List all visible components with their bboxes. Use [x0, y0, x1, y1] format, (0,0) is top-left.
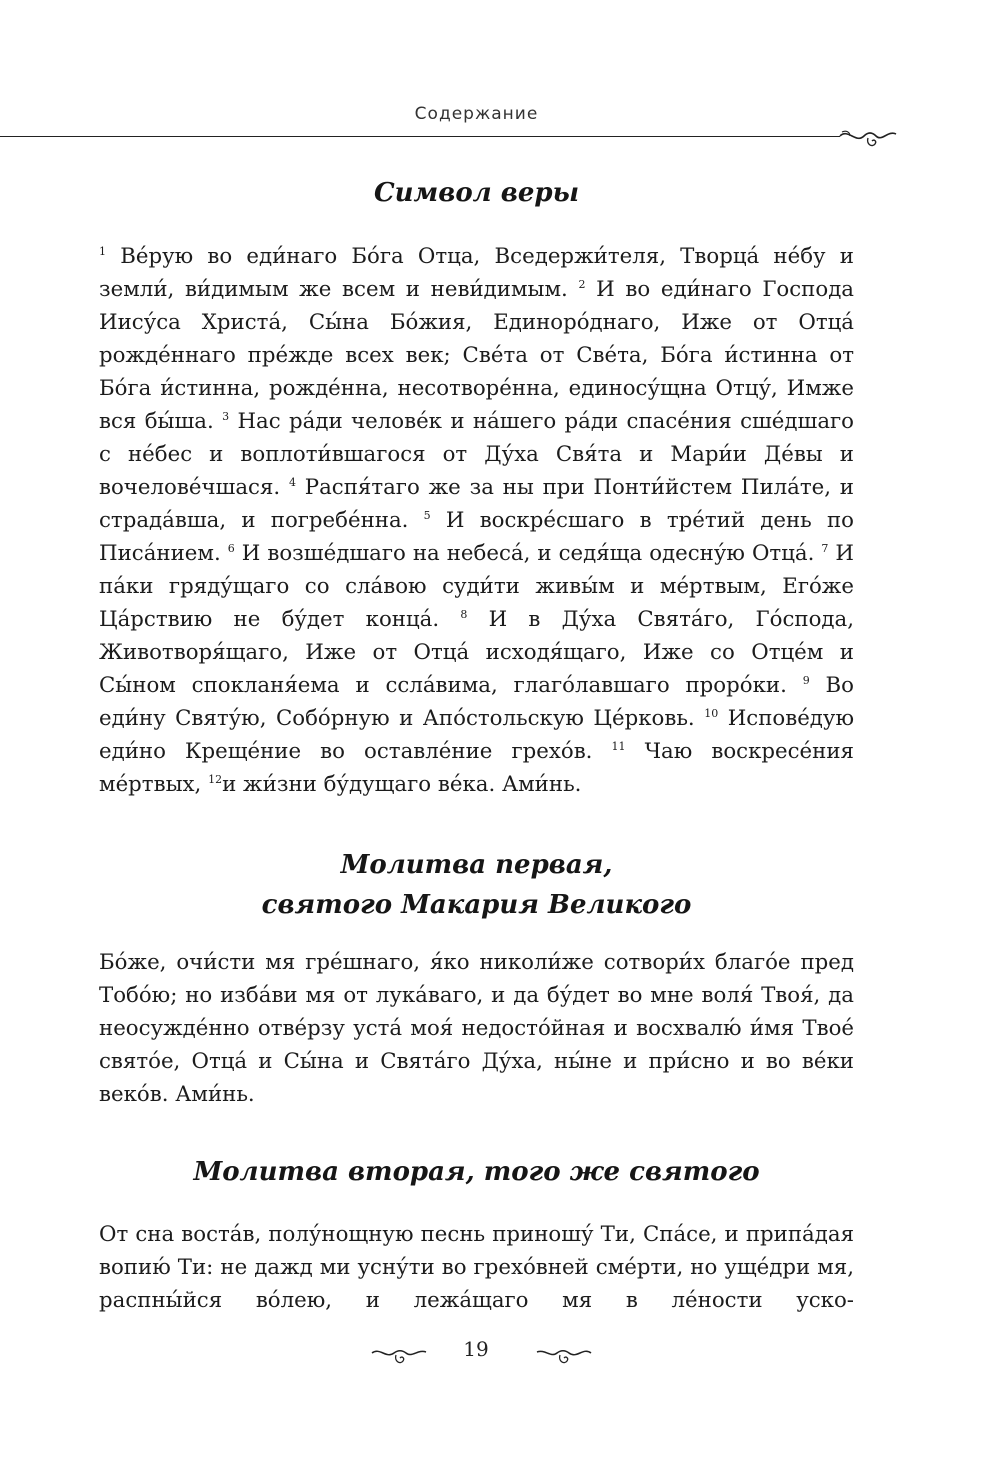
verse-text: И в Ду́ха Свята́го, Го́спода, Животворя́щаго, Иже от Отца́ исходя́щаго, Иже со Отце́м и Сы́ном спокланя́ема и ссла́вима, глаго́лавшаго проро́ки. [99, 607, 854, 698]
verse-number: 11 [611, 739, 626, 753]
verse-text: И возше́дшаго на небеса́, и седя́ща одесну́ю Отца́. [234, 541, 822, 566]
section-title-second-prayer: Молитва вторая, того же святого [193, 1157, 760, 1187]
verse-number: 1 [99, 244, 106, 258]
verse-number: 10 [704, 706, 719, 720]
verse-number: 9 [802, 673, 810, 687]
verse-text: И воскре́сшаго в тре́тий день по Писа́нием. [99, 508, 854, 566]
section-title-line: Молитва первая, [340, 850, 613, 880]
section-title-first-prayer [99, 845, 854, 925]
verse-number: 8 [460, 607, 468, 621]
verse-text: Нас ра́ди челове́к и на́шего ра́ди спасе́ния сше́дшаго с не́бес и воплоти́вшагося от Ду́ха Свя́та и Мари́и Де́вы и вочелове́чшася. [99, 409, 854, 500]
verse-number: 6 [227, 541, 235, 555]
running-title: Содержание [414, 104, 539, 124]
header-flourish-icon [838, 124, 900, 152]
verse-text: Распя́таго же за ны при Понти́йстем Пила́те, и страда́вша, и погребе́нна. [99, 475, 855, 533]
verse-text: И па́ки гряду́щаго со сла́вою суди́ти живы́м и ме́ртвым, Его́же Ца́рствию не бу́дет конца́. [99, 541, 854, 632]
second-prayer-paragraph: От сна воста́в, полу́нощную песнь приношу́ Ти, Спа́се, и припа́дая вопию́ Ти: не дажд ми усну́ти во грехо́вней сме́рти, но уще́дри мя, распны́йся во́лею, и лежа́щаго мя в ле́ности уско- [99, 1222, 854, 1313]
footer-flourish-left-icon [370, 1343, 428, 1369]
first-prayer-paragraph: Бо́же, очи́сти мя гре́шнаго, я́ко николи́же сотвори́х благо́е пред Тобо́ю; но изба́ви мя от лука́ваго, и да бу́дет во мне воля́ Твоя́, да неосужде́нно отве́рзу уста́ моя́ недосто́йная и восхвалю́ и́мя Твое́ свято́е, Отца́ и Сы́на и Свята́го Ду́ха, ны́не и при́сно и во ве́ки веко́в. Ами́нь. [99, 950, 854, 1107]
verse-number: 12 [208, 772, 223, 786]
page-number: 19 [463, 1337, 489, 1361]
verse-text: и жи́зни бу́дущаго ве́ка. Ами́нь. [222, 772, 582, 797]
footer-flourish-right-icon [535, 1343, 593, 1369]
verse-text: Чаю воскресе́ния ме́ртвых, [99, 739, 854, 797]
verse-number: 2 [578, 277, 586, 291]
verse-text: Испове́дую еди́но Креще́ние во оставле́ние грехо́в. [99, 706, 854, 764]
creed-paragraph [99, 240, 854, 801]
verse-number: 3 [222, 409, 230, 423]
verse-text: И во еди́наго Господа Иису́са Христа́, Сы́на Бо́жия, Единоро́днаго, Иже от Отца́ рожде́ннаго пре́жде всех век; Све́та от Све́та, Бо́га и́стинна от Бо́га и́стинна, рожде́нна, несотворе́нна, единосу́щна Отцу́, Имже вся бы́ша. [99, 277, 854, 434]
verse-text: Во еди́ну Святу́ю, Собо́рную и Апо́стольскую Це́рковь. [99, 673, 854, 731]
section-title-line: святого Макария Великого [261, 890, 692, 920]
verse-number: 5 [423, 508, 431, 522]
verse-number: 4 [288, 475, 296, 489]
verse-number: 7 [821, 541, 829, 555]
header-rule [0, 136, 840, 137]
verse-text: Ве́рую во еди́наго Бо́га Отца, Вседержи́теля, Творца́ не́бу и земли́, ви́димым же всем и неви́димым. [99, 244, 854, 302]
section-title-symbol-of-faith: Символ веры [373, 178, 580, 208]
